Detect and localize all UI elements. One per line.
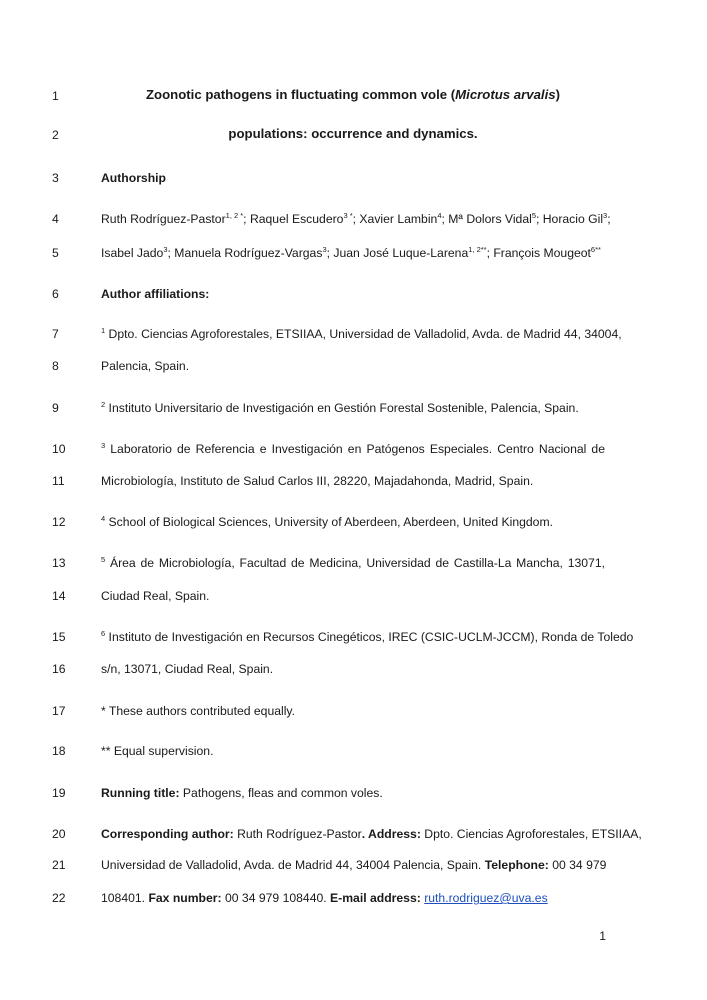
- corresponding-author-line-3: 108401. Fax number: 00 34 979 108440. E-mail address: ruth.rodriguez@uva.es: [101, 891, 548, 905]
- affiliation-5-cont: Ciudad Real, Spain.: [101, 589, 210, 603]
- authorship-heading: Authorship: [101, 171, 166, 185]
- title-text: Zoonotic pathogens in fluctuating common vole (: [146, 87, 456, 102]
- line-number: 11: [52, 474, 65, 488]
- line-number: 6: [52, 287, 59, 301]
- paper-title-line-1: [101, 87, 605, 103]
- line-number: 1: [52, 89, 59, 103]
- line-number: 20: [52, 827, 66, 841]
- email-link[interactable]: ruth.rodriguez@uva.es: [424, 891, 548, 905]
- affiliation-3-cont: Microbiología, Instituto de Salud Carlos III, 28220, Majadahonda, Madrid, Spain.: [101, 474, 534, 488]
- line-number: 2: [52, 128, 59, 142]
- author-list-line-1: Ruth Rodríguez-Pastor$^{1, 2 *}$; Raquel Escudero$^{3 *}$; Xavier Lambin$^4$; Mª Dolors Vidal$^5$; Horacio Gil$^3$;: [101, 211, 611, 226]
- line-number: 10: [52, 442, 66, 456]
- affiliation-6-cont: s/n, 13071, Ciudad Real, Spain.: [101, 662, 274, 676]
- paper-title-line-2: populations: occurrence and dynamics.: [228, 126, 478, 141]
- line-number: 9: [52, 401, 59, 415]
- line-number: 22: [52, 891, 66, 905]
- line-number: 17: [52, 704, 66, 718]
- line-number: 5: [52, 246, 59, 260]
- author-list-line-2: Isabel Jado$^3$; Manuela Rodríguez-Vargas$^3$; Juan José Luque-Larena$^{1, 2**}$; François Mougeot$^{6**}$: [101, 245, 601, 260]
- species-name: Microtus arvalis: [455, 87, 556, 102]
- affiliations-heading: Author affiliations:: [101, 287, 210, 301]
- line-number: 4: [52, 212, 59, 226]
- corresponding-author-line-2: Universidad de Valladolid, Avda. de Madrid 44, 34004 Palencia, Spain. Telephone: 00 34 979: [101, 858, 607, 872]
- page-number: 1: [599, 929, 606, 943]
- line-number: 7: [52, 327, 59, 341]
- title-text: ): [555, 87, 560, 102]
- running-title: Running title: Pathogens, fleas and common voles.: [101, 786, 383, 800]
- equal-supervision-note: ** Equal supervision.: [101, 744, 214, 758]
- line-number: 3: [52, 171, 59, 185]
- equal-contribution-note: * These authors contributed equally.: [101, 704, 295, 718]
- affiliation-4: $^4$ School of Biological Sciences, University of Aberdeen, Aberdeen, United Kingdom.: [101, 514, 553, 529]
- line-number: 19: [52, 786, 66, 800]
- affiliation-2: $^2$ Instituto Universitario de Investigación en Gestión Forestal Sostenible, Palencia, Spain.: [101, 400, 579, 415]
- line-number: 13: [52, 556, 66, 570]
- affiliation-5: $^5$ Área de Microbiología, Facultad de Medicina, Universidad de Castilla-La Mancha, 13071,: [101, 555, 605, 570]
- affiliation-1: $^1$ Dpto. Ciencias Agroforestales, ETSIIAA, Universidad de Valladolid, Avda. de Madrid 44, 34004,: [101, 326, 622, 341]
- line-number: 8: [52, 359, 59, 373]
- line-number: 18: [52, 744, 66, 758]
- affiliation-6: $^6$ Instituto de Investigación en Recursos Cinegéticos, IREC (CSIC-UCLM-JCCM), Ronda de Toledo: [101, 629, 634, 644]
- affiliation-3: $^3$ Laboratorio de Referencia e Investigación en Patógenos Especiales. Centro Nacional de: [101, 441, 605, 456]
- corresponding-author-line-1: Corresponding author: Ruth Rodríguez-Pastor. Address: Dpto. Ciencias Agroforestales, ETSIIAA,: [101, 827, 642, 841]
- line-number: 14: [52, 589, 66, 603]
- line-number: 21: [52, 858, 66, 872]
- affiliation-1-cont: Palencia, Spain.: [101, 359, 190, 373]
- line-number: 15: [52, 630, 66, 644]
- line-number: 16: [52, 662, 66, 676]
- line-number: 12: [52, 515, 66, 529]
